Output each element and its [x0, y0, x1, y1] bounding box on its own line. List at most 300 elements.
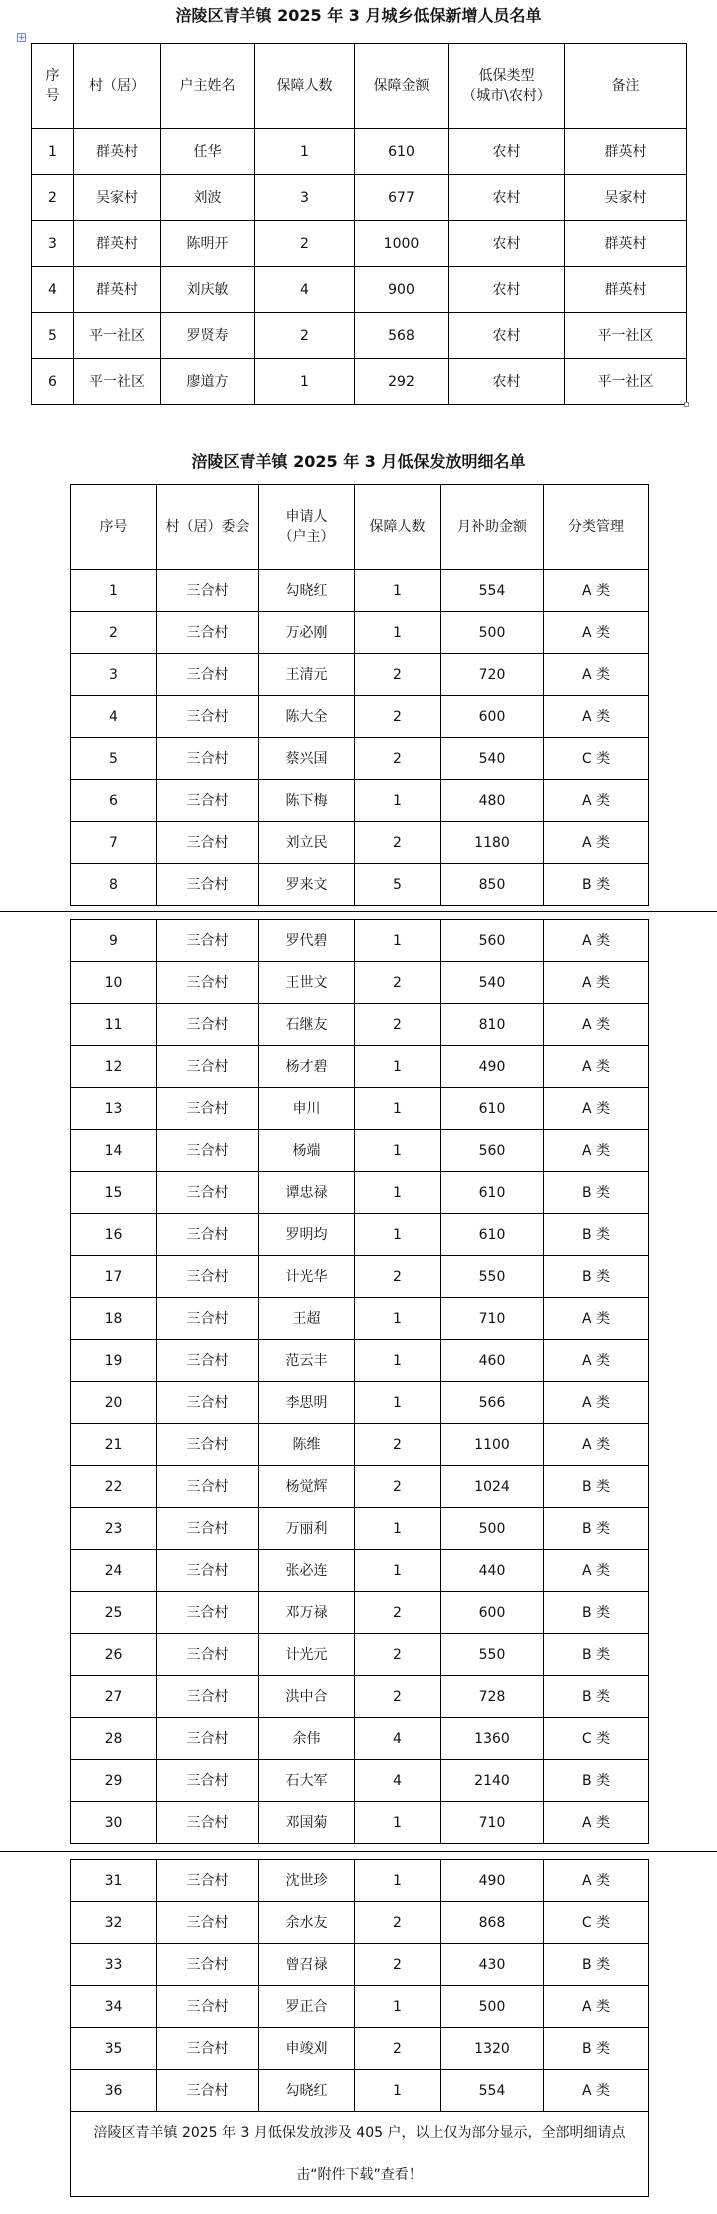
table1-cell: 3 [255, 175, 355, 221]
table2-cell: 27 [71, 1676, 157, 1718]
table-row [71, 822, 649, 864]
table2-cell: 陈维 [259, 1424, 355, 1466]
table2-cell: 1 [355, 1986, 441, 2028]
table2-cell: 34 [71, 1986, 157, 2028]
table2-cell: 三合村 [157, 2028, 259, 2070]
table2-cell: 24 [71, 1550, 157, 1592]
table2-cell: 王世文 [259, 962, 355, 1004]
table2-cell: 三合村 [157, 1902, 259, 1944]
table2-cell: A 类 [544, 1088, 649, 1130]
table-row [71, 1760, 649, 1802]
table2-cell: 2 [355, 1424, 441, 1466]
table2-cell: 1360 [441, 1718, 544, 1760]
table2-cell: 19 [71, 1340, 157, 1382]
table-row [71, 1382, 649, 1424]
table1-cell: 吴家村 [74, 175, 161, 221]
table2-cell: B 类 [544, 1508, 649, 1550]
table2-cell: 三合村 [157, 822, 259, 864]
table1-cell: 平一社区 [565, 313, 687, 359]
table2-header-cell: 保障人数 [355, 485, 441, 570]
table2-cell: B 类 [544, 1676, 649, 1718]
table-row [71, 1130, 649, 1172]
table1-cell: 2 [255, 313, 355, 359]
table2-header-cell: 序号 [71, 485, 157, 570]
table2-cell: 石大军 [259, 1760, 355, 1802]
table2-cell: 29 [71, 1760, 157, 1802]
table2-cell: 1 [355, 2070, 441, 2112]
table2-cell: 三合村 [157, 1382, 259, 1424]
table2-title: 涪陵区青羊镇 2025 年 3 月低保发放明细名单 [191, 452, 526, 471]
table2-cell: 10 [71, 962, 157, 1004]
table2-cell: 陈大全 [259, 696, 355, 738]
table-row [71, 920, 649, 962]
table2-cell: B 类 [544, 1760, 649, 1802]
table2-cell: 三合村 [157, 654, 259, 696]
table2-cell: 3 [71, 654, 157, 696]
table2-cell: 1 [355, 1172, 441, 1214]
table2-cell: 490 [441, 1860, 544, 1902]
table2-cell: B 类 [544, 1214, 649, 1256]
table-row [32, 129, 687, 175]
table2-cell: 720 [441, 654, 544, 696]
table-row [71, 1088, 649, 1130]
table-row [71, 1172, 649, 1214]
table2-cell: 三合村 [157, 1088, 259, 1130]
table2-cell: C 类 [544, 1902, 649, 1944]
table1-cell: 1 [255, 129, 355, 175]
table2-cell: 566 [441, 1382, 544, 1424]
table2-cell: B 类 [544, 1172, 649, 1214]
table2-cell: 计光元 [259, 1634, 355, 1676]
table2-cell: A 类 [544, 696, 649, 738]
table2-cell: 三合村 [157, 696, 259, 738]
table1-cell: 群英村 [74, 221, 161, 267]
table2-cell: 868 [441, 1902, 544, 1944]
table1-header-cell: 低保类型 （城市\农村） [449, 44, 565, 129]
table2-cell: A 类 [544, 2070, 649, 2112]
table2-cell: 三合村 [157, 1466, 259, 1508]
table2-cell: 4 [71, 696, 157, 738]
table2-cell: B 类 [544, 1944, 649, 1986]
table2-cell: 480 [441, 780, 544, 822]
table2-cell: A 类 [544, 1550, 649, 1592]
table-row [71, 612, 649, 654]
table2-cell: 石继友 [259, 1004, 355, 1046]
table2-cell: 杨才碧 [259, 1046, 355, 1088]
table2-cell: B 类 [544, 1466, 649, 1508]
table1-cell: 刘波 [161, 175, 255, 221]
table1-cell: 610 [355, 129, 449, 175]
table2-cell: 850 [441, 864, 544, 906]
table2-cell: 11 [71, 1004, 157, 1046]
table2-cell: 2140 [441, 1760, 544, 1802]
table2-cell: C 类 [544, 1718, 649, 1760]
table1-cell: 1 [255, 359, 355, 405]
table2-cell: 1 [355, 920, 441, 962]
table2-cell: 1 [355, 1046, 441, 1088]
table2-cell: 1 [355, 1860, 441, 1902]
new-recipients-table [31, 43, 687, 405]
table1-cell: 4 [255, 267, 355, 313]
table1-header-cell: 保障金额 [355, 44, 449, 129]
table2-cell: 26 [71, 1634, 157, 1676]
table2-cell: 2 [355, 1256, 441, 1298]
table1-cell: 677 [355, 175, 449, 221]
table2-cell: 曾召禄 [259, 1944, 355, 1986]
table2-cell: 万必刚 [259, 612, 355, 654]
table2-cell: 申川 [259, 1088, 355, 1130]
table-row [71, 864, 649, 906]
table2-cell: 刘立民 [259, 822, 355, 864]
table2-cell: A 类 [544, 822, 649, 864]
table2-cell: A 类 [544, 962, 649, 1004]
table2-cell: 2 [355, 2028, 441, 2070]
table2-cell: 三合村 [157, 1676, 259, 1718]
table1-cell: 平一社区 [565, 359, 687, 405]
table1-header-cell: 备注 [565, 44, 687, 129]
table2-cell: 1 [355, 1550, 441, 1592]
table1-cell: 2 [32, 175, 74, 221]
table2-cell: 710 [441, 1298, 544, 1340]
table1-cell: 1000 [355, 221, 449, 267]
table2-cell: 勾晓红 [259, 2070, 355, 2112]
table2-cell: 28 [71, 1718, 157, 1760]
table2-cell: 5 [355, 864, 441, 906]
table2-cell: 2 [355, 822, 441, 864]
table2-cell: 16 [71, 1214, 157, 1256]
table1-cell: 刘庆敏 [161, 267, 255, 313]
table2-cell: 15 [71, 1172, 157, 1214]
table-row [71, 1986, 649, 2028]
table2-cell: 陈下梅 [259, 780, 355, 822]
table1-cell: 平一社区 [74, 359, 161, 405]
table2-cell: 三合村 [157, 1718, 259, 1760]
table2-cell: 洪中合 [259, 1676, 355, 1718]
table-row [71, 1902, 649, 1944]
table2-cell: 460 [441, 1340, 544, 1382]
table-row [71, 1634, 649, 1676]
table1-cell: 3 [32, 221, 74, 267]
table2-cell: 三合村 [157, 1550, 259, 1592]
table1-title: 涪陵区青羊镇 2025 年 3 月城乡低保新增人员名单 [175, 6, 542, 25]
table2-cell: A 类 [544, 1424, 649, 1466]
table2-cell: A 类 [544, 1802, 649, 1844]
table2-cell: A 类 [544, 1340, 649, 1382]
table-row [71, 780, 649, 822]
table2-cell: 三合村 [157, 1944, 259, 1986]
table1-cell: 4 [32, 267, 74, 313]
table1-cell: 292 [355, 359, 449, 405]
table2-cell: 554 [441, 570, 544, 612]
table2-cell: 4 [355, 1760, 441, 1802]
table1-cell: 陈明开 [161, 221, 255, 267]
table2-cell: A 类 [544, 1298, 649, 1340]
table2-cell: B 类 [544, 1634, 649, 1676]
table-row [71, 696, 649, 738]
page-break-1 [0, 911, 717, 912]
table-row [71, 738, 649, 780]
table-row [71, 2070, 649, 2112]
table2-cell: 余水友 [259, 1902, 355, 1944]
table2-cell: 9 [71, 920, 157, 962]
table2-cell: 1 [355, 1382, 441, 1424]
table2-cell: 三合村 [157, 612, 259, 654]
table-row [71, 1550, 649, 1592]
table2-cell: 21 [71, 1424, 157, 1466]
table2-header-cell: 村（居）委会 [157, 485, 259, 570]
table2-cell: 1 [355, 1214, 441, 1256]
table2-cell: 1320 [441, 2028, 544, 2070]
table1-header-cell: 户主姓名 [161, 44, 255, 129]
table2-cell: 沈世珍 [259, 1860, 355, 1902]
table2-cell: A 类 [544, 1986, 649, 2028]
table2-cell: 1 [355, 1130, 441, 1172]
payment-details-table-page3 [70, 1859, 649, 2197]
table2-cell: 范云丰 [259, 1340, 355, 1382]
table2-cell: A 类 [544, 1860, 649, 1902]
table2-cell: 600 [441, 696, 544, 738]
table1-header-cell: 保障人数 [255, 44, 355, 129]
table2-cell: 560 [441, 1130, 544, 1172]
table2-cell: 三合村 [157, 2070, 259, 2112]
table2-cell: 2 [355, 1944, 441, 1986]
table2-cell: 三合村 [157, 1004, 259, 1046]
table1-cell: 1 [32, 129, 74, 175]
table2-cell: B 类 [544, 1256, 649, 1298]
table2-footer-note: 涪陵区青羊镇 2025 年 3 月低保发放涉及 405 户，以上仅为部分显示，全部明细请点击“附件下载”查看！ [71, 2112, 649, 2197]
table-row [71, 1298, 649, 1340]
table2-cell: 500 [441, 1986, 544, 2028]
table-row [71, 1592, 649, 1634]
table2-cell: 三合村 [157, 1634, 259, 1676]
table2-cell: 王超 [259, 1298, 355, 1340]
table2-cell: 三合村 [157, 1986, 259, 2028]
table1-cell: 农村 [449, 221, 565, 267]
table2-cell: 邓国菊 [259, 1802, 355, 1844]
table2-cell: 430 [441, 1944, 544, 1986]
table2-cell: 蔡兴国 [259, 738, 355, 780]
table1-header-cell: 村（居） [74, 44, 161, 129]
table2-cell: 2 [355, 654, 441, 696]
table2-cell: 33 [71, 1944, 157, 1986]
table2-cell: 22 [71, 1466, 157, 1508]
table-row [71, 1802, 649, 1844]
table2-cell: 18 [71, 1298, 157, 1340]
table2-cell: 三合村 [157, 1298, 259, 1340]
table2-cell: 谭忠禄 [259, 1172, 355, 1214]
table2-cell: 610 [441, 1172, 544, 1214]
table1-cell: 农村 [449, 267, 565, 313]
table1-cell: 2 [255, 221, 355, 267]
table-row [32, 313, 687, 359]
table2-cell: B 类 [544, 864, 649, 906]
table-row [71, 1466, 649, 1508]
table1-cell: 农村 [449, 313, 565, 359]
table2-cell: 32 [71, 1902, 157, 1944]
table2-cell: A 类 [544, 612, 649, 654]
table-row [71, 570, 649, 612]
table2-cell: 2 [355, 1466, 441, 1508]
table2-cell: 1 [355, 1340, 441, 1382]
table-row [71, 1340, 649, 1382]
table2-cell: 550 [441, 1256, 544, 1298]
table2-cell: 30 [71, 1802, 157, 1844]
table2-cell: A 类 [544, 1130, 649, 1172]
table2-cell: 25 [71, 1592, 157, 1634]
table2-cell: 杨端 [259, 1130, 355, 1172]
table2-cell: 2 [71, 612, 157, 654]
table2-cell: 三合村 [157, 1340, 259, 1382]
table2-cell: 罗明均 [259, 1214, 355, 1256]
table2-cell: 三合村 [157, 1172, 259, 1214]
table1-header-cell: 序 号 [32, 44, 74, 129]
table2-cell: 500 [441, 1508, 544, 1550]
table2-cell: 4 [355, 1718, 441, 1760]
table1-cell: 群英村 [74, 267, 161, 313]
table1-cell: 5 [32, 313, 74, 359]
table2-cell: 三合村 [157, 1508, 259, 1550]
table-row [71, 1214, 649, 1256]
table-row [71, 1676, 649, 1718]
table1-cell: 农村 [449, 129, 565, 175]
table2-cell: 2 [355, 1634, 441, 1676]
table2-cell: 2 [355, 1592, 441, 1634]
table1-cell: 廖道方 [161, 359, 255, 405]
table2-header-cell: 分类管理 [544, 485, 649, 570]
table2-cell: 三合村 [157, 1760, 259, 1802]
table-row [32, 359, 687, 405]
table2-cell: 2 [355, 962, 441, 1004]
table-row [71, 1860, 649, 1902]
table1-cell: 平一社区 [74, 313, 161, 359]
table2-cell: 20 [71, 1382, 157, 1424]
payment-details-table-page2 [70, 919, 649, 1844]
table2-cell: A 类 [544, 654, 649, 696]
table-row [32, 175, 687, 221]
table-row [71, 1256, 649, 1298]
table1-cell: 农村 [449, 175, 565, 221]
table2-cell: 三合村 [157, 738, 259, 780]
table2-cell: 17 [71, 1256, 157, 1298]
table2-cell: 600 [441, 1592, 544, 1634]
table2-cell: 三合村 [157, 780, 259, 822]
table1-cell: 吴家村 [565, 175, 687, 221]
table-row [71, 1508, 649, 1550]
table2-cell: 1 [355, 570, 441, 612]
table-row [71, 1718, 649, 1760]
table2-cell: A 类 [544, 780, 649, 822]
table2-cell: 三合村 [157, 570, 259, 612]
table1-cell: 群英村 [565, 221, 687, 267]
table-row [71, 1046, 649, 1088]
table-row [71, 1004, 649, 1046]
table2-cell: 三合村 [157, 1424, 259, 1466]
table2-cell: 728 [441, 1676, 544, 1718]
table2-cell: 35 [71, 2028, 157, 2070]
table1-cell: 900 [355, 267, 449, 313]
table-row [32, 267, 687, 313]
table2-cell: 12 [71, 1046, 157, 1088]
table2-cell: 三合村 [157, 1860, 259, 1902]
table2-cell: 2 [355, 1004, 441, 1046]
table-move-handle-icon[interactable]: + [18, 33, 26, 43]
table2-header-cell: 申请人 （户主） [259, 485, 355, 570]
table2-cell: 王清元 [259, 654, 355, 696]
table1-cell: 群英村 [565, 267, 687, 313]
table2-cell: 7 [71, 822, 157, 864]
table2-cell: 6 [71, 780, 157, 822]
table2-cell: B 类 [544, 1592, 649, 1634]
table2-cell: 申竣刈 [259, 2028, 355, 2070]
table2-cell: 1024 [441, 1466, 544, 1508]
table2-cell: 1 [355, 780, 441, 822]
table-row [71, 1944, 649, 1986]
table2-cell: 张必连 [259, 1550, 355, 1592]
table2-cell: 13 [71, 1088, 157, 1130]
table2-cell: 610 [441, 1088, 544, 1130]
table2-cell: 810 [441, 1004, 544, 1046]
table2-cell: 5 [71, 738, 157, 780]
table2-cell: 1180 [441, 822, 544, 864]
table2-cell: 2 [355, 738, 441, 780]
table2-cell: 554 [441, 2070, 544, 2112]
table2-cell: 三合村 [157, 1130, 259, 1172]
table2-cell: 万丽利 [259, 1508, 355, 1550]
table2-cell: B 类 [544, 2028, 649, 2070]
table2-cell: 三合村 [157, 864, 259, 906]
page-break-2 [0, 1851, 717, 1852]
table2-cell: 1 [355, 612, 441, 654]
table2-cell: 余伟 [259, 1718, 355, 1760]
table2-header-cell: 月补助金额 [441, 485, 544, 570]
table2-cell: 1 [71, 570, 157, 612]
table2-cell: 550 [441, 1634, 544, 1676]
table2-cell: 14 [71, 1130, 157, 1172]
table2-cell: 540 [441, 738, 544, 780]
table2-cell: 勾晓红 [259, 570, 355, 612]
table2-cell: 1100 [441, 1424, 544, 1466]
table2-cell: 560 [441, 920, 544, 962]
table2-cell: 罗正合 [259, 1986, 355, 2028]
table2-cell: A 类 [544, 1382, 649, 1424]
table2-cell: 杨觉辉 [259, 1466, 355, 1508]
table-row [71, 654, 649, 696]
table2-cell: 500 [441, 612, 544, 654]
table-resize-handle[interactable] [684, 402, 689, 407]
table2-cell: 2 [355, 1902, 441, 1944]
table2-cell: 1 [355, 1088, 441, 1130]
table2-cell: 2 [355, 696, 441, 738]
table2-cell: 三合村 [157, 1214, 259, 1256]
table2-cell: 三合村 [157, 962, 259, 1004]
table2-cell: 三合村 [157, 1802, 259, 1844]
table2-cell: C 类 [544, 738, 649, 780]
table2-cell: 计光华 [259, 1256, 355, 1298]
table2-cell: 610 [441, 1214, 544, 1256]
table2-cell: 490 [441, 1046, 544, 1088]
table2-cell: 23 [71, 1508, 157, 1550]
table2-cell: 36 [71, 2070, 157, 2112]
table2-cell: A 类 [544, 1004, 649, 1046]
table-row [71, 2028, 649, 2070]
table2-cell: A 类 [544, 570, 649, 612]
table-row [71, 1424, 649, 1466]
table2-cell: A 类 [544, 920, 649, 962]
table1-cell: 群英村 [565, 129, 687, 175]
table1-cell: 任华 [161, 129, 255, 175]
payment-details-table-page1 [70, 484, 649, 906]
table2-cell: 540 [441, 962, 544, 1004]
